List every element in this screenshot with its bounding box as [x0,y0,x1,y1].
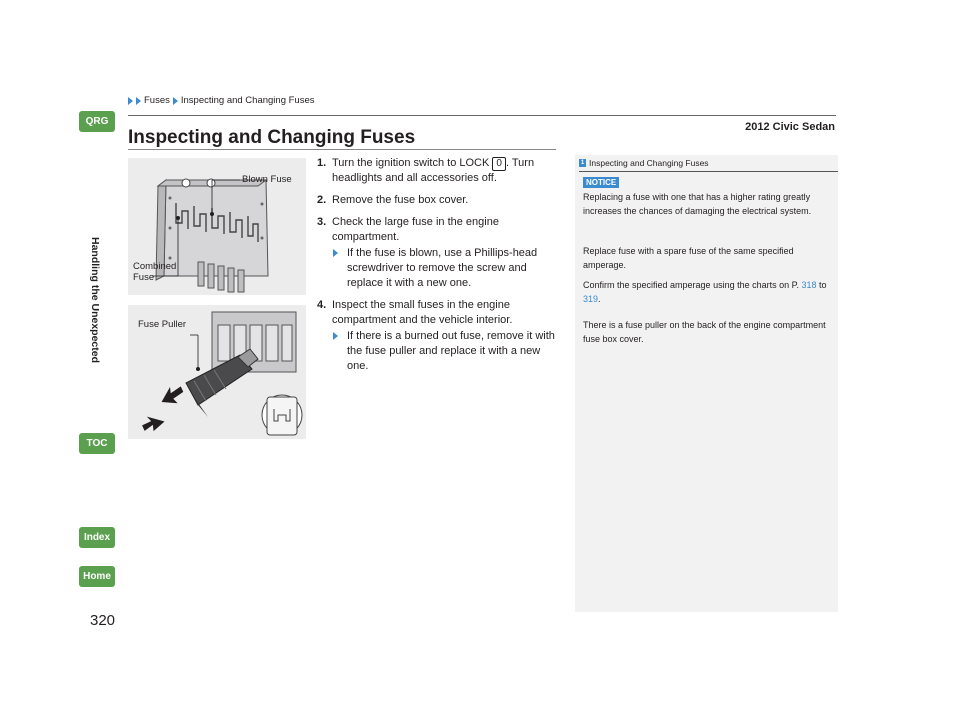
book-title: 2012 Civic Sedan [745,121,835,133]
fuse-box-illustration [128,158,306,295]
step-1: 1. Turn the ignition switch to LOCK 0 . Turn headlights and all accessories off. [317,157,535,184]
amperage-note: Confirm the specified amperage using the charts on P. 318 to 319. [583,280,827,304]
breadcrumb-arrow-icon [173,97,178,105]
header-rule [128,115,836,116]
page-number: 320 [90,612,116,629]
step-3: 3. Check the large fuse in the engine compartment. If the fuse is blown, use a Phillips-head screwdriver to remove the screw and replace it with a new one. [317,215,557,291]
substep-arrow-icon [333,249,338,257]
fuse-puller-label: Fuse Puller [138,319,187,330]
fuse-puller-illustration [128,305,306,439]
step-3-substep: If the fuse is blown, use a Phillips-head screwdriver to remove the screw and replace it with a new one. [332,246,557,291]
notice-badge: NOTICE [583,177,619,188]
instruction-steps [317,156,557,381]
spare-fuse-note: Replace fuse with a spare fuse of the same specified amperage. [583,246,794,270]
toc-button[interactable]: TOC [79,433,115,454]
page-link-318[interactable]: 318 [801,280,817,290]
breadcrumb [128,95,315,106]
step-4-substep: If there is a burned out fuse, remove it with the fuse puller and replace it with a new one. [332,329,557,374]
combined-fuse-label: Combined Fuse [133,261,177,283]
ignition-lock-key: 0 [492,157,506,171]
substep-arrow-icon [333,332,338,340]
step-4: 4. Inspect the small fuses in the engine compartment and the vehicle interior. If there is a burned out fuse, remove it with the fuse puller and replace it with a new one. [317,298,557,374]
fuse-puller-note: There is a fuse puller on the back of the engine compartment fuse box cover. [583,320,826,344]
home-button[interactable]: Home [79,566,115,587]
title-rule [128,149,556,150]
qrg-button[interactable]: QRG [79,111,115,132]
sidebar-rule [579,171,838,172]
index-button[interactable]: Index [79,527,115,548]
notes-sidebar [575,155,838,612]
note-marker-icon: 1 [580,160,585,166]
notice-text: Replacing a fuse with one that has a higher rating greatly increases the chances of damaging the electrical system. [583,192,812,216]
breadcrumb-fuses-link[interactable]: Fuses [144,95,170,106]
breadcrumb-current: Inspecting and Changing Fuses [180,95,315,106]
page-title: Inspecting and Changing Fuses [128,127,416,148]
blown-fuse-label: Blown Fuse [242,174,292,185]
sidebar-heading: 1 Inspecting and Changing Fuses [580,158,709,168]
section-label: Handling the Unexpected [89,236,102,364]
breadcrumb-arrow-icon [128,97,133,105]
step-2: 2. Remove the fuse box cover. [317,194,469,206]
page-link-319[interactable]: 319 [583,293,599,304]
breadcrumb-arrow-icon [136,97,141,105]
